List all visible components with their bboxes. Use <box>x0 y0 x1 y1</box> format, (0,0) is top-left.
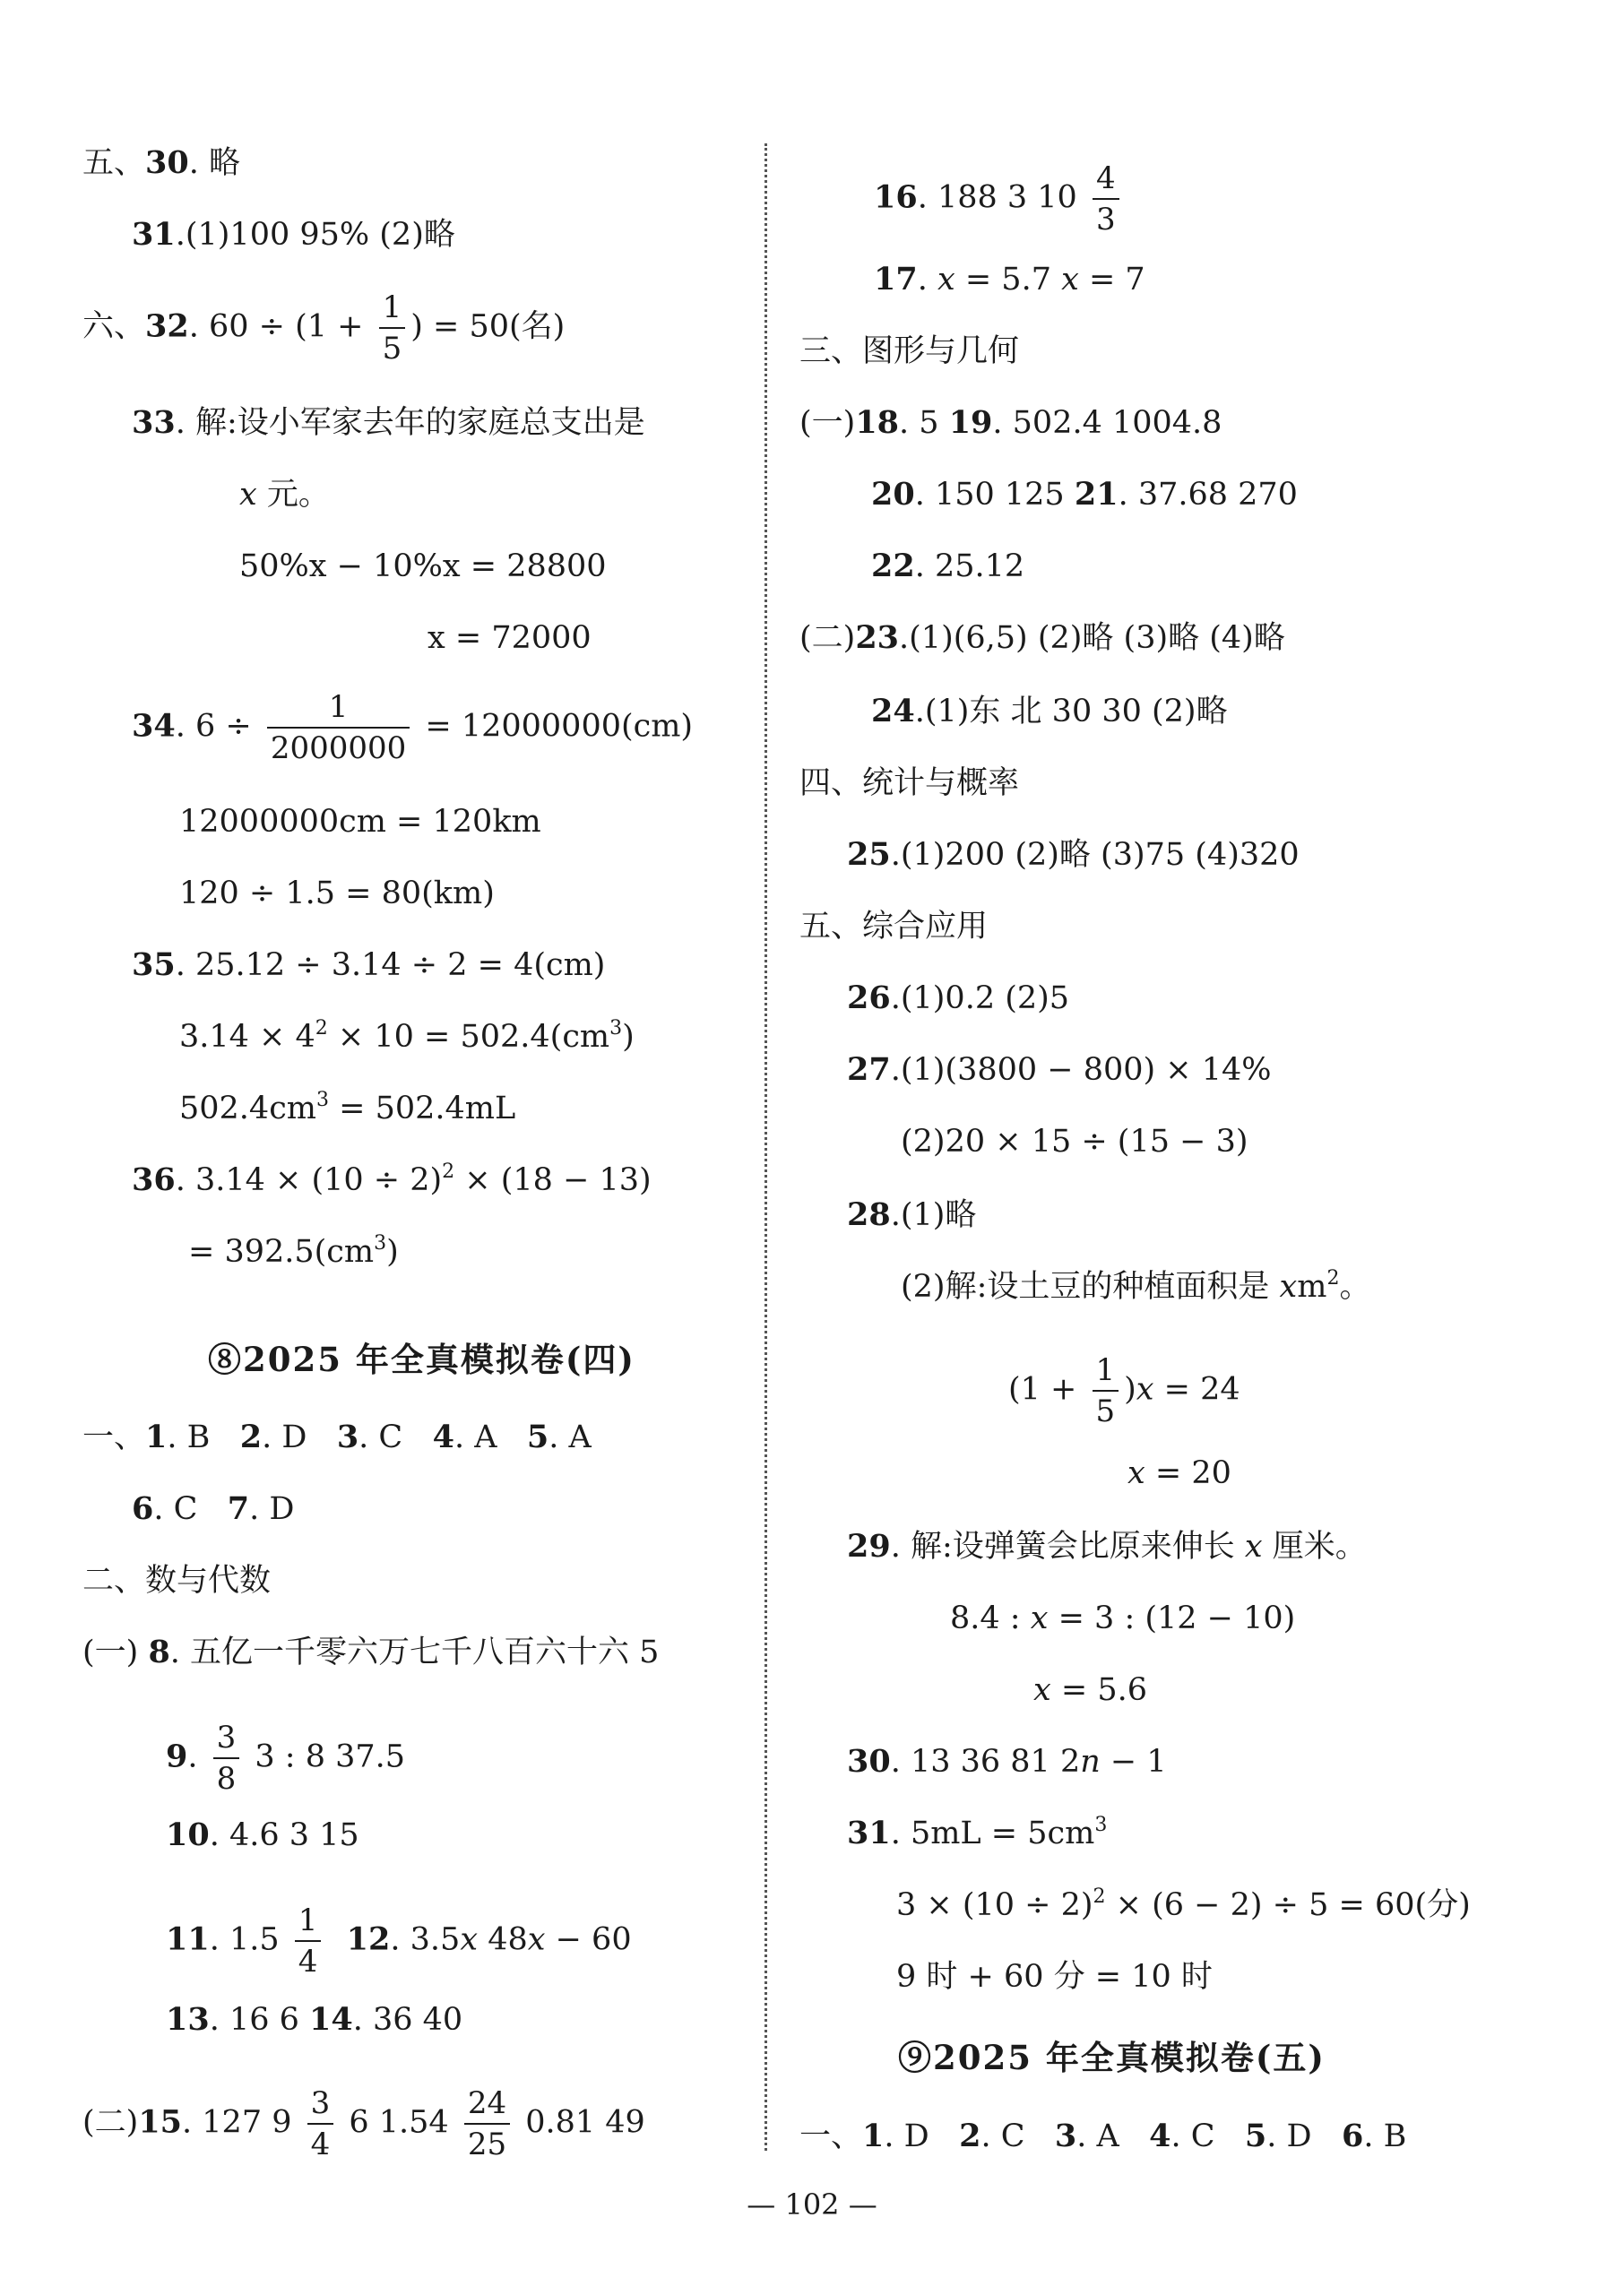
answer-q29-eq1 <box>950 1599 1295 1638</box>
answer-q13-q14 <box>166 2000 462 2040</box>
equation-part: = 12000000(cm) <box>415 708 694 745</box>
answer-text: . B <box>1363 2118 1407 2154</box>
fraction <box>213 1720 240 1797</box>
answer-q33-eq2 <box>428 618 592 658</box>
question-number: 2 <box>959 2118 981 2154</box>
answer-text: . 127 9 <box>182 2104 302 2141</box>
answer-q23 <box>799 618 1285 658</box>
answer-q28-part2 <box>901 1267 1370 1307</box>
equation-part: = 3 : (12 − 10) <box>1048 1600 1296 1636</box>
answer-q30-right <box>847 1742 1167 1782</box>
answer-text: 48 <box>478 1921 528 1958</box>
answer-q34 <box>132 689 694 766</box>
answer-q20-q21 <box>871 475 1298 514</box>
answer-q17 <box>874 260 1145 299</box>
answer-text: . 150 125 <box>914 477 1075 513</box>
variable: x <box>1030 1600 1049 1636</box>
answer-text: . 502.4 1004.8 <box>992 405 1222 441</box>
equation: 50%x − 10%x = 28800 <box>239 548 607 584</box>
section-label: 一、 <box>799 2118 863 2154</box>
answer-q34-eq2 <box>179 874 495 913</box>
question-number: 36 <box>132 1161 176 1198</box>
answer-text: .(1)(3800 − 800) × 14% <box>890 1052 1272 1088</box>
answer-q30 <box>82 143 240 183</box>
section-heading-number-algebra: 二、数与代数 <box>82 1563 272 1599</box>
equation-part: ) = 50(名) <box>410 308 566 345</box>
equation-part: 502.4cm <box>179 1091 316 1126</box>
exponent: 3 <box>374 1232 387 1255</box>
question-number: 13 <box>166 2001 210 2038</box>
equation-part: . <box>187 1739 208 1775</box>
unit: m <box>1297 1269 1327 1305</box>
numerator: 1 <box>1093 1355 1119 1392</box>
section-heading-geometry: 三、图形与几何 <box>799 333 1020 369</box>
equation-part: . 6 ÷ <box>175 708 262 745</box>
question-number: 6 <box>1341 2118 1364 2154</box>
equation-part: × (18 − 13) <box>454 1162 652 1198</box>
answer-q25 <box>847 835 1300 875</box>
question-number: 24 <box>871 693 915 729</box>
answer-q28-eq2 <box>1127 1454 1231 1493</box>
answer-q33-eq1 <box>239 547 607 586</box>
equation-part: . 5mL = 5cm <box>890 1816 1095 1851</box>
question-number: 35 <box>132 946 176 983</box>
variable: x <box>1033 1672 1051 1708</box>
numerator: 4 <box>1093 163 1119 200</box>
question-number: 30 <box>145 144 189 181</box>
answer-q31-eq1 <box>896 1885 1471 1925</box>
exponent: 2 <box>442 1160 455 1183</box>
right-column <box>771 0 1624 2169</box>
answer-q28 <box>847 1195 976 1235</box>
answer-text: 0.81 49 <box>515 2104 645 2141</box>
equation: . 25.12 ÷ 3.14 ÷ 2 = 4(cm) <box>175 947 606 983</box>
equation-part: = 5.6 <box>1050 1672 1147 1708</box>
question-number: 19 <box>948 404 993 441</box>
question-number: 26 <box>847 979 891 1016</box>
answer-text: .(1)(6,5) (2)略 (3)略 (4)略 <box>899 620 1285 656</box>
answer-text: . D <box>262 1419 307 1455</box>
answer-text: . A <box>454 1419 497 1455</box>
answer-q29-eq2 <box>1033 1670 1147 1710</box>
answer-q31-eq2 <box>896 1957 1213 1997</box>
fraction <box>1093 1352 1119 1429</box>
equation-part: = 20 <box>1145 1455 1231 1491</box>
answer-text: . B <box>167 1419 211 1455</box>
answer-text: − 60 <box>545 1921 632 1958</box>
answer-text: − 1 <box>1100 1744 1167 1780</box>
question-number: 30 <box>847 1743 891 1780</box>
fraction <box>295 1902 322 1980</box>
answer-text: (2)20 × 15 ÷ (15 − 3) <box>901 1124 1248 1160</box>
question-number: 4 <box>1149 2118 1171 2154</box>
question-number: 8 <box>148 1634 170 1670</box>
answer-text: .(1)东 北 30 30 (2)略 <box>914 694 1228 729</box>
question-number: 21 <box>1074 476 1119 513</box>
denominator: 4 <box>298 1944 318 1980</box>
equation-part: 8.4 : <box>950 1600 1031 1636</box>
answer-text: . D <box>1266 2118 1312 2154</box>
section-label: (二) <box>799 620 856 656</box>
answer-q9 <box>166 1720 406 1797</box>
equation-part: 3.14 × 4 <box>179 1019 315 1055</box>
equation: 9 时 + 60 分 = 10 时 <box>896 1959 1213 1995</box>
answer-text: . C <box>358 1419 403 1455</box>
section-heading-statistics: 四、统计与概率 <box>799 765 1020 801</box>
answer-text: . <box>917 262 937 298</box>
fraction <box>307 2085 334 2162</box>
exponent: 2 <box>1093 1885 1106 1908</box>
variable: n <box>1080 1744 1101 1780</box>
question-number: 3 <box>1054 2118 1077 2154</box>
numerator: 1 <box>267 692 410 729</box>
fraction <box>464 2085 510 2162</box>
answer-q33-cont <box>239 475 330 514</box>
answer-text: . D <box>249 1491 295 1527</box>
answer-q10 <box>166 1816 359 1855</box>
section-label: (一) <box>82 1635 149 1670</box>
question-number: 33 <box>132 404 176 441</box>
equation-part: ) <box>622 1019 635 1055</box>
question-number: 28 <box>847 1196 891 1233</box>
question-number: 6 <box>132 1490 154 1527</box>
question-number: 14 <box>309 2001 353 2038</box>
equation-part: × 10 = 502.4(cm <box>327 1019 610 1055</box>
fraction <box>267 689 410 766</box>
section-title-exam-5: ⑨2025 年全真模拟卷(五) <box>898 2038 1326 2077</box>
equation-part: . 60 ÷ (1 + <box>188 308 374 345</box>
answer-q22 <box>871 547 1024 586</box>
answer-q18-q19 <box>799 403 1222 443</box>
question-number: 20 <box>871 476 915 513</box>
numerator: 3 <box>307 2088 334 2125</box>
section-label: (一) <box>799 405 856 441</box>
answer-text: .(1)100 95% (2)略 <box>175 217 455 253</box>
section-label: 一、 <box>82 1419 146 1455</box>
answer-q27 <box>847 1050 1272 1090</box>
answer-q16 <box>874 160 1125 237</box>
exponent: 2 <box>315 1017 328 1040</box>
numerator: 1 <box>379 292 406 329</box>
answer-text: . 5 <box>899 405 949 441</box>
answer-text: 厘米。 <box>1262 1529 1367 1565</box>
question-number: 25 <box>847 836 891 873</box>
question-number: 27 <box>847 1051 891 1088</box>
answer-text: 6 1.54 <box>339 2104 459 2141</box>
answer-text: . A <box>1076 2118 1119 2154</box>
answer-q8 <box>82 1633 659 1672</box>
answer-q34-eq1 <box>179 802 541 841</box>
equation: x = 72000 <box>428 620 592 656</box>
answer-q35-eq2 <box>179 1089 515 1128</box>
answer-text: . 37.68 270 <box>1118 477 1298 513</box>
question-number: 22 <box>871 548 915 584</box>
answer-text: . A <box>549 1419 592 1455</box>
numerator: 3 <box>213 1722 240 1759</box>
variable: x <box>239 477 257 513</box>
answer-text: . 解:设小军家去年的家庭总支出是 <box>175 405 645 441</box>
answer-q28-eq1 <box>1008 1352 1240 1429</box>
answer-q36-eq1 <box>188 1232 399 1272</box>
answer-text: . C <box>980 2118 1025 2154</box>
variable: x <box>1127 1455 1145 1491</box>
answer-text: . 五亿一千零六万七千八百六十六 5 <box>169 1635 660 1670</box>
question-number: 5 <box>526 1419 549 1455</box>
page-number: — 102 — <box>747 2187 877 2222</box>
equation-part: ) <box>1124 1371 1136 1408</box>
numerator: 24 <box>464 2088 510 2125</box>
answer-q35 <box>132 945 605 985</box>
exponent: 3 <box>609 1017 623 1040</box>
question-number: 23 <box>855 619 900 656</box>
fraction <box>379 289 406 367</box>
answer-q24 <box>871 692 1228 731</box>
answer-text: . C <box>153 1491 198 1527</box>
denominator: 25 <box>467 2127 507 2162</box>
question-number: 1 <box>145 1419 168 1455</box>
answer-text: . D <box>884 2118 929 2154</box>
denominator: 2000000 <box>270 730 407 766</box>
answer-text: . 16 6 <box>209 2002 310 2038</box>
equation-part: 3 × (10 ÷ 2) <box>896 1887 1093 1923</box>
answer-text: . 13 36 81 2 <box>890 1744 1081 1780</box>
answer-text: .(1)200 (2)略 (3)75 (4)320 <box>890 837 1300 873</box>
question-number: 10 <box>166 1816 210 1853</box>
answer-sec1-row1 <box>82 1418 592 1457</box>
answer-text: 。 <box>1339 1269 1371 1305</box>
answer-text: . 解:设弹簧会比原来伸长 <box>890 1529 1245 1565</box>
column-divider <box>764 143 767 2151</box>
variable: x <box>527 1921 546 1958</box>
answer-text: (2)解:设土豆的种植面积是 <box>901 1269 1280 1305</box>
question-number: 32 <box>145 307 189 345</box>
exponent: 2 <box>1326 1267 1340 1290</box>
answer-q33 <box>132 403 645 443</box>
exponent: 3 <box>316 1089 329 1111</box>
answer-text: = 7 <box>1078 262 1145 298</box>
question-number: 31 <box>132 216 176 253</box>
answer-text: = 5.7 <box>955 262 1062 298</box>
variable: x <box>937 262 955 298</box>
equation-part: = 392.5(cm <box>188 1234 375 1270</box>
denominator: 4 <box>310 2127 331 2162</box>
question-number: 31 <box>847 1815 891 1851</box>
answer-q11-q12 <box>166 1902 632 1980</box>
equation-part: = 24 <box>1153 1371 1240 1408</box>
answer-q31-right <box>847 1814 1107 1853</box>
equation-part: (1 + <box>1008 1371 1087 1408</box>
numerator: 1 <box>295 1905 322 1942</box>
question-number: 16 <box>874 178 918 216</box>
equation: 12000000cm = 120km <box>179 804 541 840</box>
denominator: 5 <box>382 331 402 367</box>
question-number: 9 <box>166 1738 188 1775</box>
answer-q35-eq1 <box>179 1017 635 1057</box>
question-number: 7 <box>227 1490 250 1527</box>
denominator: 8 <box>216 1761 237 1797</box>
answer-q31 <box>132 215 455 255</box>
question-number: 29 <box>847 1528 891 1565</box>
equation-part: . 3.14 × (10 ÷ 2) <box>175 1162 443 1198</box>
question-number: 1 <box>862 2118 885 2154</box>
question-number: 2 <box>239 1419 263 1455</box>
variable: x <box>1136 1371 1154 1408</box>
answer-text: .(1)0.2 (2)5 <box>890 980 1070 1016</box>
answer-text: . 略 <box>188 145 240 181</box>
question-number: 15 <box>138 2103 183 2141</box>
section-label: (二) <box>82 2104 139 2141</box>
answer-q27-part2 <box>901 1122 1248 1161</box>
answer-exam5-sec1 <box>799 2117 1406 2156</box>
answer-text: . 3.5 <box>390 1921 461 1958</box>
answer-text: . 36 40 <box>352 2002 463 2038</box>
answer-text: 元。 <box>256 477 330 513</box>
left-column <box>0 0 762 2169</box>
question-number: 17 <box>874 261 918 298</box>
answer-sec1-row2 <box>132 1489 294 1529</box>
answer-q15 <box>82 2085 645 2162</box>
answer-text: 3 : 8 37.5 <box>245 1739 406 1775</box>
answer-q32 <box>82 289 566 367</box>
denominator: 3 <box>1095 202 1116 237</box>
question-number: 34 <box>132 707 176 745</box>
answer-text: . 25.12 <box>914 548 1025 584</box>
equation-part: × (6 − 2) ÷ 5 = 60(分) <box>1105 1887 1471 1923</box>
section-title-exam-4: ⑧2025 年全真模拟卷(四) <box>208 1340 635 1379</box>
question-number: 18 <box>855 404 900 441</box>
answer-text: . C <box>1170 2118 1215 2154</box>
equation: 120 ÷ 1.5 = 80(km) <box>179 876 495 911</box>
variable: x <box>1244 1529 1263 1565</box>
variable: x <box>1279 1269 1298 1305</box>
variable: x <box>1061 262 1079 298</box>
variable: x <box>460 1921 479 1958</box>
answer-q26 <box>847 979 1069 1018</box>
section-label: 五、 <box>82 145 146 181</box>
equation-part: ) <box>386 1234 399 1270</box>
section-heading-applications: 五、综合应用 <box>799 909 989 945</box>
answer-q36 <box>132 1160 652 1200</box>
answer-text: . 188 3 10 <box>917 179 1087 216</box>
question-number: 3 <box>336 1419 359 1455</box>
answer-q29 <box>847 1527 1367 1566</box>
question-number: 11 <box>166 1920 210 1958</box>
denominator: 5 <box>1095 1393 1116 1429</box>
exponent: 3 <box>1094 1814 1108 1836</box>
equation-part: = 502.4mL <box>329 1091 516 1126</box>
fraction <box>1093 160 1119 237</box>
section-label: 六、 <box>82 308 146 345</box>
question-number: 4 <box>432 1419 454 1455</box>
question-number: 5 <box>1244 2118 1267 2154</box>
answer-text: .(1)略 <box>890 1197 977 1233</box>
answer-text: . 1.5 <box>209 1921 289 1958</box>
answer-text: . 4.6 3 15 <box>209 1817 359 1853</box>
question-number: 12 <box>346 1920 391 1958</box>
